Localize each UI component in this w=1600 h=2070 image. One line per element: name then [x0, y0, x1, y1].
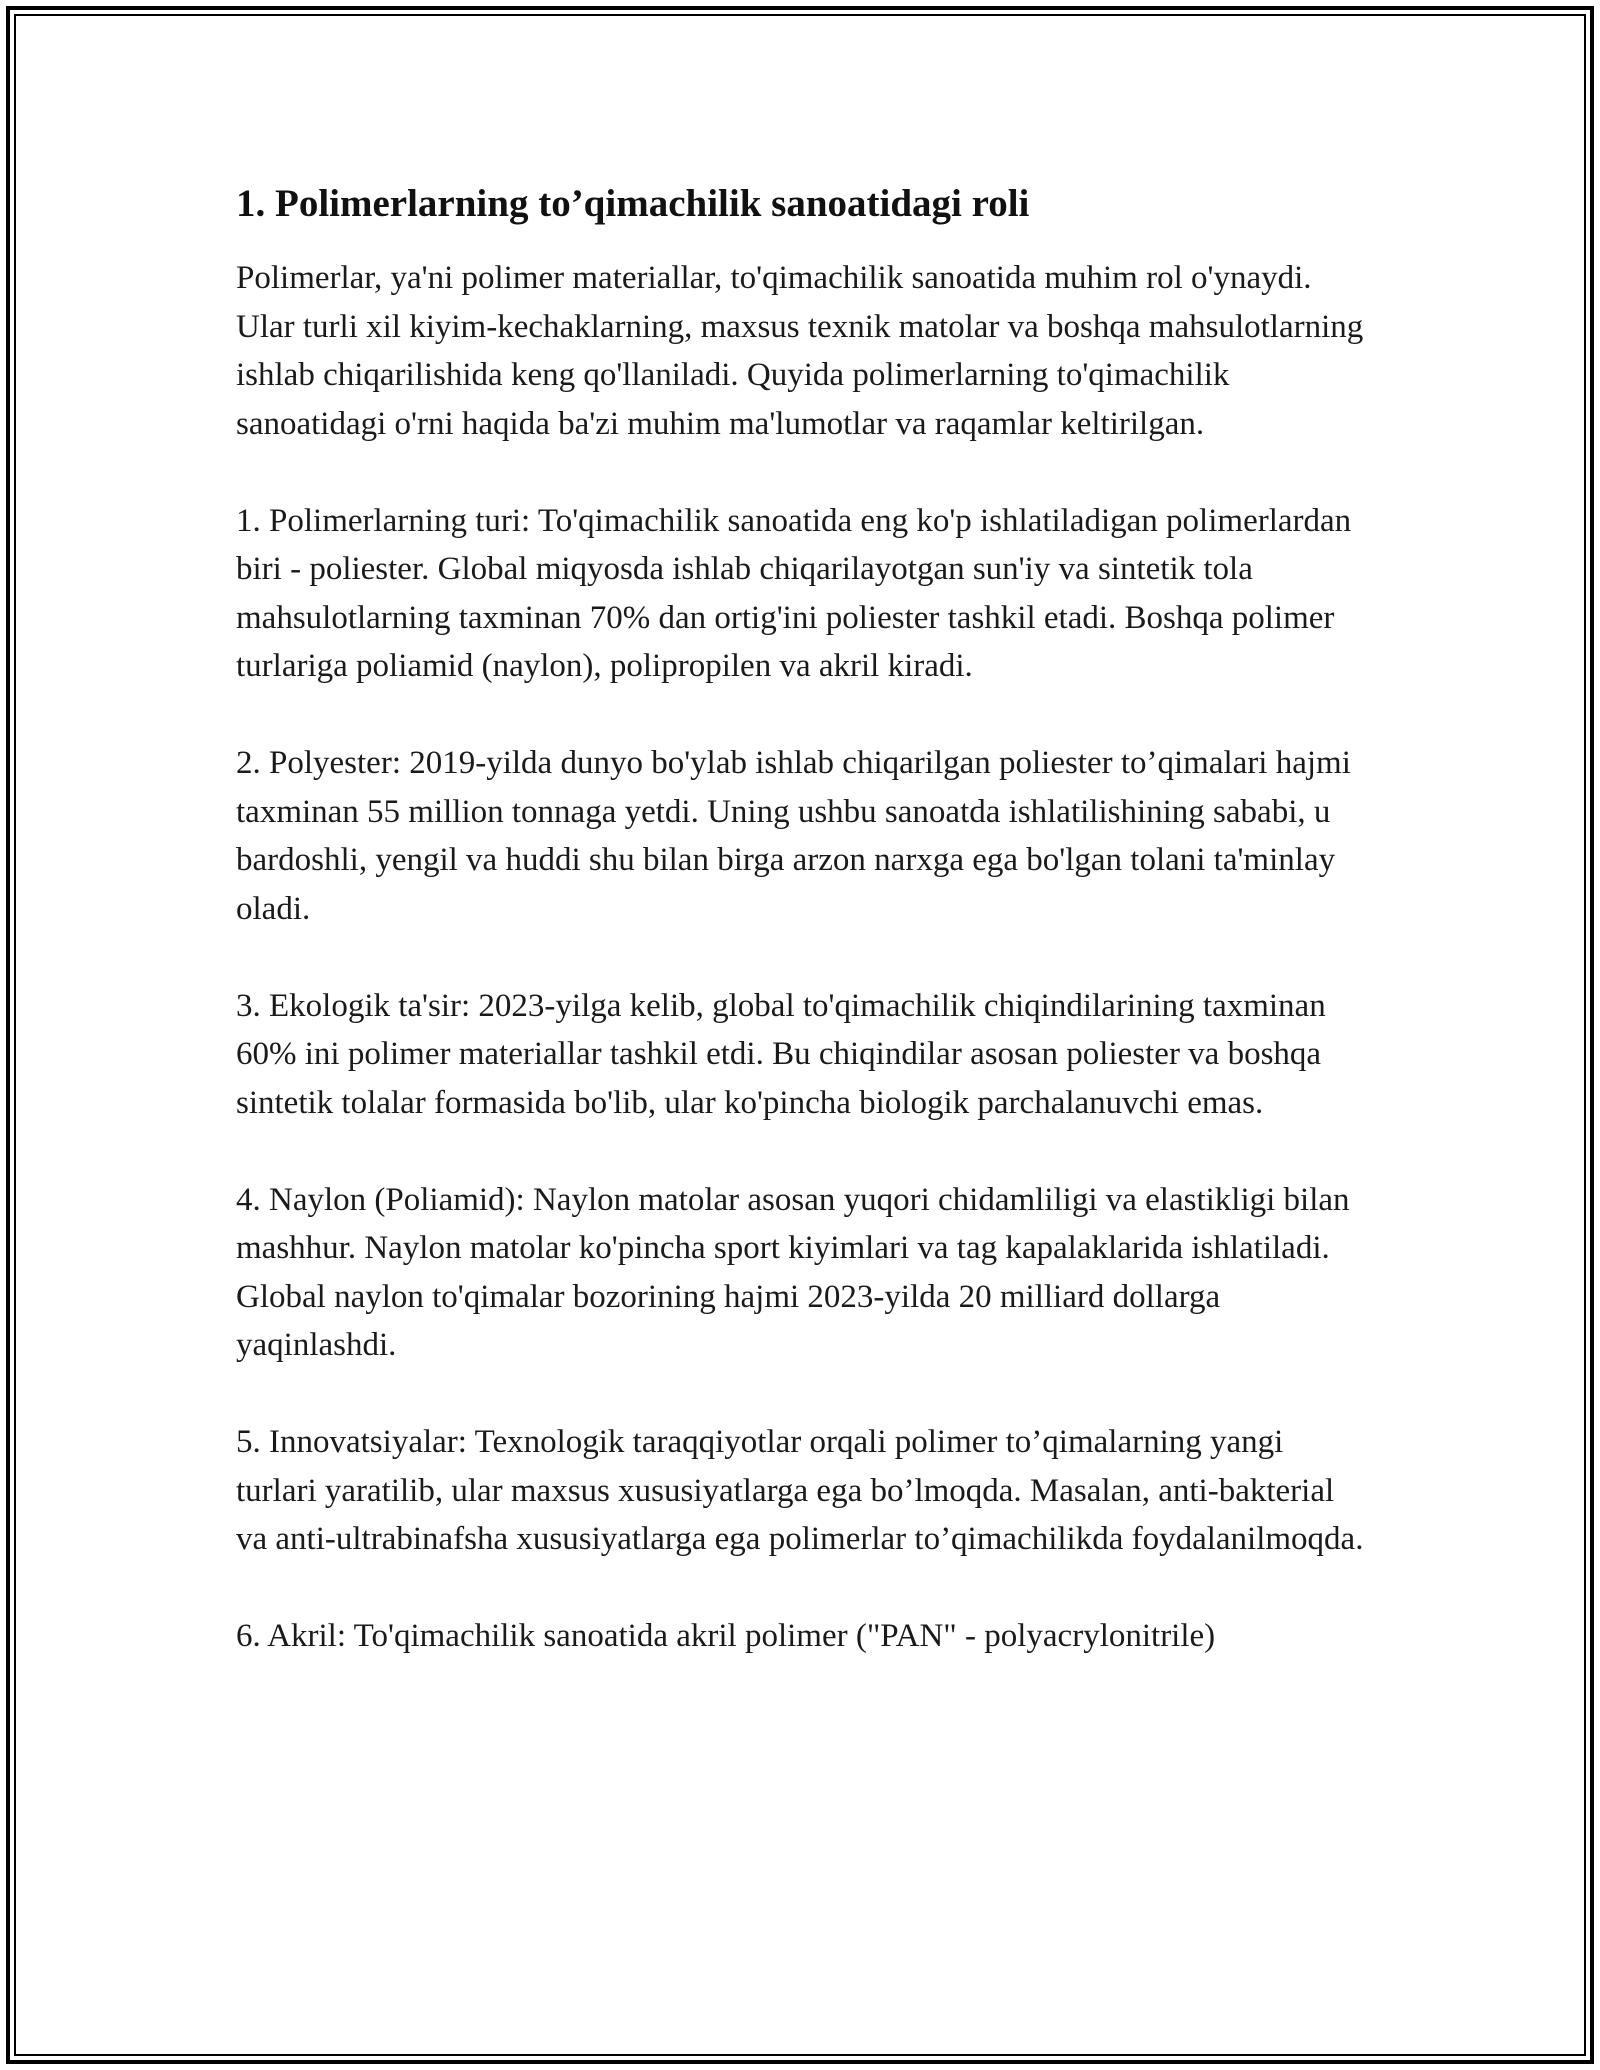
paragraph-polyester: 2. Polyester: 2019-yilda dunyo bo'ylab ishlab chiqarilgan poliester to’qimalari hajmi taxminan 55 million tonnaga yetdi. Uning ushbu sanoatda ishlatilishining sababi, u bardoshli, yengil va huddi shu bilan birga arzon narxga ega bo'lgan tolani ta'minlay oladi.: [236, 745, 1351, 927]
paragraph-innovations: 5. Innovatsiyalar: Texnologik taraqqiyotlar orqali polimer to’qimalarning yangi turlari yaratilib, ular maxsus xususiyatlarga ega bo’lmoqda. Masalan, anti-bakterial va anti-ultrabinafsha xususiyatlarga ega polimerlar to’qimachilikda foydalanilmoqda.: [236, 1424, 1364, 1557]
paragraph-ecological-impact: 3. Ekologik ta'sir: 2023-yilga kelib, global to'qimachilik chiqindilarining taxminan 60% ini polimer materiallar tashkil etdi. Bu chiqindilar asosan poliester va boshqa sintetik tolalar formasida bo'lib, ular ko'pincha biologik parchalanuvchi emas.: [236, 987, 1326, 1121]
paragraph-nylon: 4. Naylon (Poliamid): Naylon matolar asosan yuqori chidamliligi va elastikligi bilan mashhur. Naylon matolar ko'pincha sport kiyimlari va tag kapalaklarida ishlatiladi. Global naylon to'qimalar bozorining hajmi 2023-yilda 20 milliard dollarga yaqinlashdi.: [236, 1181, 1350, 1363]
paragraph-polymer-types: 1. Polimerlarning turi: To'qimachilik sanoatida eng ko'p ishlatiladigan polimerlardan biri - poliester. Global miqyosda ishlab chiqarilayotgan sun'iy va sintetik tola mahsulotlarning taxminan 70% dan ortig'ini poliester tashkil etadi. Boshqa polimer turlariga poliamid (naylon), polipropilen va akril kiradi.: [236, 502, 1352, 684]
document-body: [236, 180, 1366, 1709]
section-heading: 1. Polimerlarning to’qimachilik sanoatidagi roli: [236, 182, 1030, 225]
paragraph-acrylic: 6. Akril: To'qimachilik sanoatida akril polimer ("PAN" - polyacrylonitrile): [236, 1618, 1216, 1654]
intro-paragraph: Polimerlar, ya'ni polimer materiallar, to'qimachilik sanoatida muhim rol o'ynaydi. Ular turli xil kiyim-kechaklarning, maxsus texnik matolar va boshqa mahsulotlarning ishlab chiqarilishida keng qo'llaniladi. Quyida polimerlarning to'qimachilik sanoatidagi o'rni haqida ba'zi muhim ma'lumotlar va raqamlar keltirilgan.: [236, 260, 1364, 442]
